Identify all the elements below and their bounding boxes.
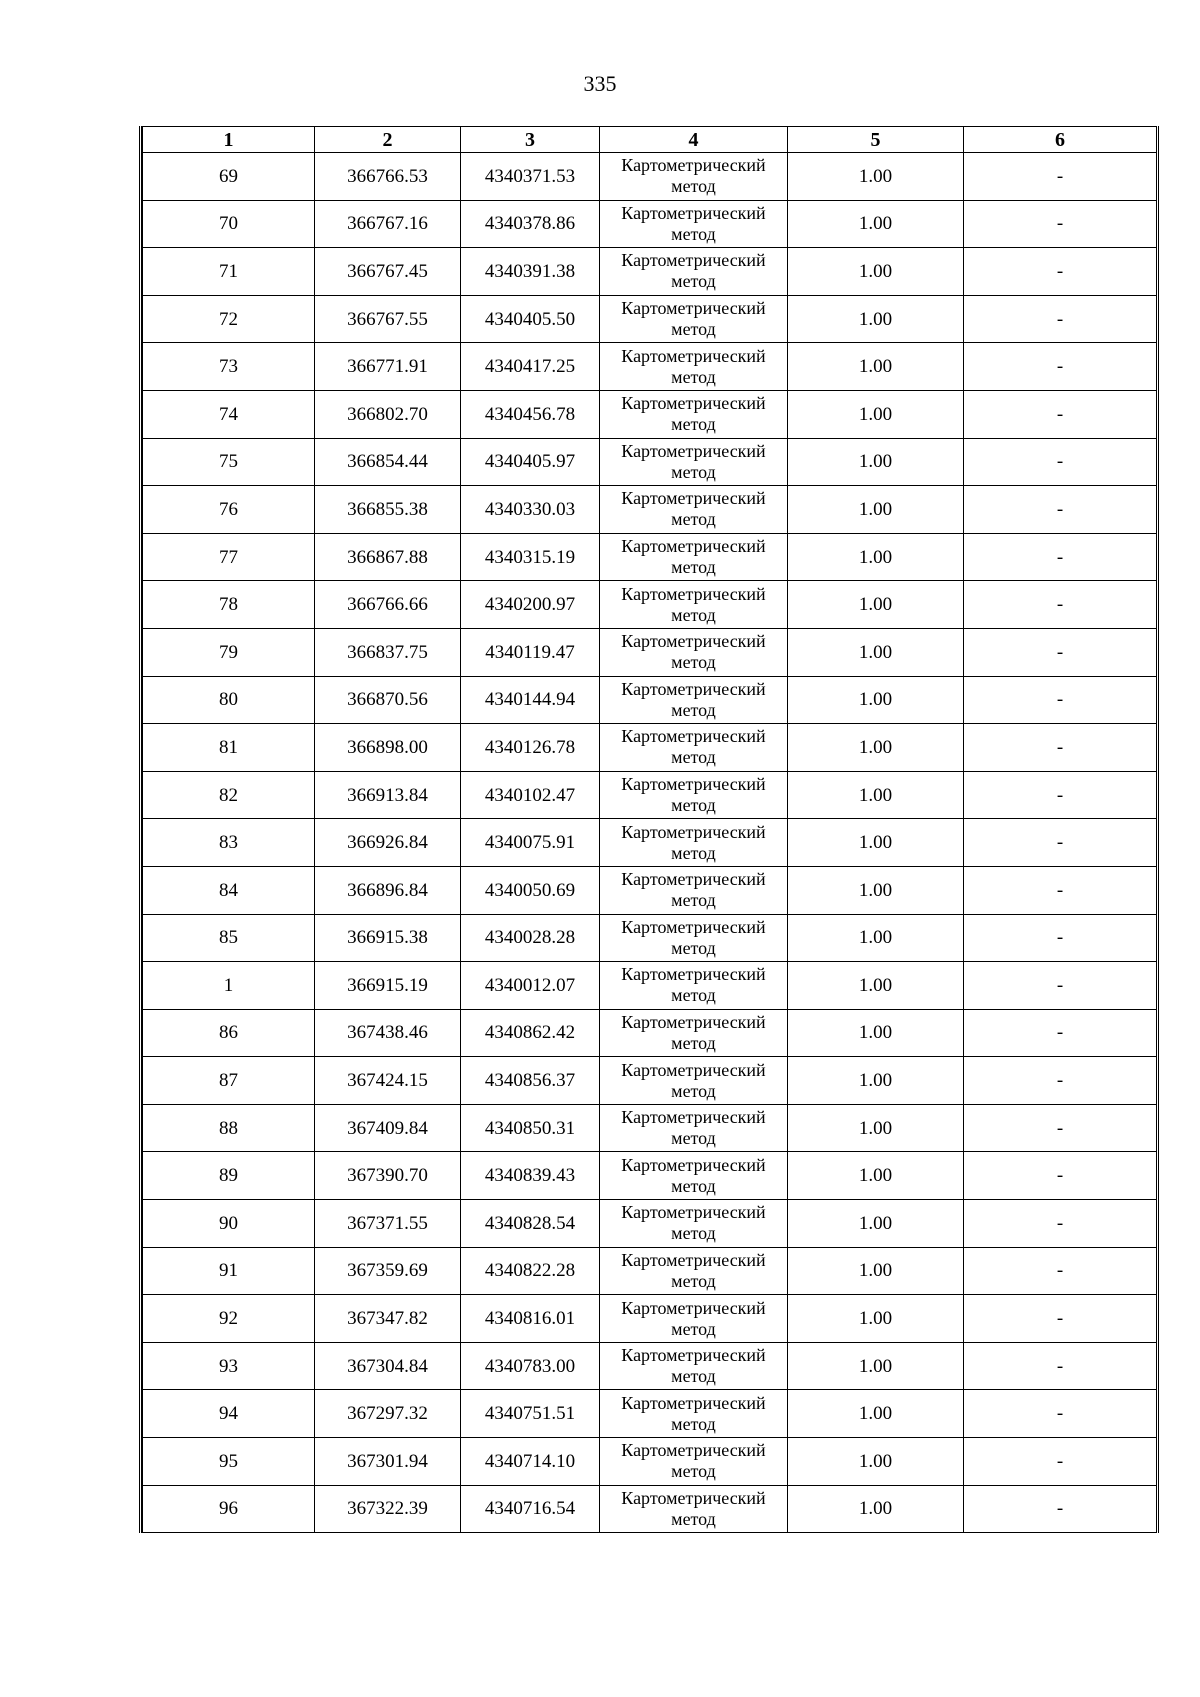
y-coordinate-cell: 4340856.37 bbox=[461, 1057, 600, 1105]
accuracy-cell: 1.00 bbox=[788, 295, 964, 343]
method-line-2: метод bbox=[671, 1175, 716, 1196]
method-line-1: Картометрический bbox=[621, 250, 766, 271]
method-cell bbox=[600, 1390, 788, 1438]
note-cell: - bbox=[964, 866, 1157, 914]
point-number-cell: 74 bbox=[143, 390, 315, 438]
coordinates-table bbox=[142, 126, 1157, 1533]
method-line-2: метод bbox=[671, 795, 716, 816]
note-cell: - bbox=[964, 1295, 1157, 1343]
table-row bbox=[143, 248, 1157, 296]
method-line-1: Картометрический bbox=[621, 1297, 766, 1318]
accuracy-cell: 1.00 bbox=[788, 1104, 964, 1152]
point-number-cell: 71 bbox=[143, 248, 315, 296]
y-coordinate-cell: 4340716.54 bbox=[461, 1485, 600, 1533]
method-cell bbox=[600, 1152, 788, 1200]
y-coordinate-cell: 4340417.25 bbox=[461, 343, 600, 391]
method-line-2: метод bbox=[671, 461, 716, 482]
y-coordinate-cell: 4340315.19 bbox=[461, 533, 600, 581]
point-number-cell: 72 bbox=[143, 295, 315, 343]
method-line-1: Картометрический bbox=[621, 1249, 766, 1270]
note-cell: - bbox=[964, 819, 1157, 867]
y-coordinate-cell: 4340050.69 bbox=[461, 866, 600, 914]
y-coordinate-cell: 4340822.28 bbox=[461, 1247, 600, 1295]
method-line-2: метод bbox=[671, 1128, 716, 1149]
table-row bbox=[143, 295, 1157, 343]
point-number-cell: 83 bbox=[143, 819, 315, 867]
accuracy-cell: 1.00 bbox=[788, 533, 964, 581]
method-cell bbox=[600, 1247, 788, 1295]
y-coordinate-cell: 4340028.28 bbox=[461, 914, 600, 962]
x-coordinate-cell: 366771.91 bbox=[315, 343, 461, 391]
accuracy-cell: 1.00 bbox=[788, 438, 964, 486]
table-row bbox=[143, 153, 1157, 201]
method-line-1: Картометрический bbox=[621, 1202, 766, 1223]
method-line-1: Картометрический bbox=[621, 393, 766, 414]
method-line-1: Картометрический bbox=[621, 536, 766, 557]
accuracy-cell: 1.00 bbox=[788, 486, 964, 534]
method-line-1: Картометрический bbox=[621, 1440, 766, 1461]
table-row bbox=[143, 486, 1157, 534]
method-cell bbox=[600, 1295, 788, 1343]
method-cell bbox=[600, 962, 788, 1010]
y-coordinate-cell: 4340828.54 bbox=[461, 1200, 600, 1248]
table-row bbox=[143, 724, 1157, 772]
x-coordinate-cell: 366855.38 bbox=[315, 486, 461, 534]
note-cell: - bbox=[964, 153, 1157, 201]
method-line-1: Картометрический bbox=[621, 1345, 766, 1366]
accuracy-cell: 1.00 bbox=[788, 1390, 964, 1438]
accuracy-cell: 1.00 bbox=[788, 676, 964, 724]
x-coordinate-cell: 366898.00 bbox=[315, 724, 461, 772]
accuracy-cell: 1.00 bbox=[788, 962, 964, 1010]
y-coordinate-cell: 4340862.42 bbox=[461, 1009, 600, 1057]
method-cell bbox=[600, 819, 788, 867]
x-coordinate-cell: 367371.55 bbox=[315, 1200, 461, 1248]
column-header-5: 5 bbox=[788, 127, 964, 153]
x-coordinate-cell: 367301.94 bbox=[315, 1438, 461, 1486]
note-cell: - bbox=[964, 1200, 1157, 1248]
table-row bbox=[143, 1342, 1157, 1390]
method-cell bbox=[600, 914, 788, 962]
method-line-2: метод bbox=[671, 1223, 716, 1244]
x-coordinate-cell: 366867.88 bbox=[315, 533, 461, 581]
accuracy-cell: 1.00 bbox=[788, 248, 964, 296]
method-cell bbox=[600, 1104, 788, 1152]
column-header-6: 6 bbox=[964, 127, 1157, 153]
x-coordinate-cell: 366767.16 bbox=[315, 200, 461, 248]
y-coordinate-cell: 4340371.53 bbox=[461, 153, 600, 201]
table-row bbox=[143, 1390, 1157, 1438]
method-line-2: метод bbox=[671, 1032, 716, 1053]
point-number-cell: 79 bbox=[143, 628, 315, 676]
y-coordinate-cell: 4340144.94 bbox=[461, 676, 600, 724]
accuracy-cell: 1.00 bbox=[788, 914, 964, 962]
method-line-1: Картометрический bbox=[621, 440, 766, 461]
note-cell: - bbox=[964, 438, 1157, 486]
method-cell bbox=[600, 581, 788, 629]
note-cell: - bbox=[964, 295, 1157, 343]
table-row bbox=[143, 676, 1157, 724]
method-line-1: Картометрический bbox=[621, 1059, 766, 1080]
header-row bbox=[143, 127, 1157, 153]
table-row bbox=[143, 819, 1157, 867]
accuracy-cell: 1.00 bbox=[788, 1152, 964, 1200]
method-cell bbox=[600, 1438, 788, 1486]
point-number-cell: 69 bbox=[143, 153, 315, 201]
method-line-2: метод bbox=[671, 509, 716, 530]
method-cell bbox=[600, 1200, 788, 1248]
table-row bbox=[143, 914, 1157, 962]
accuracy-cell: 1.00 bbox=[788, 1057, 964, 1105]
method-line-1: Картометрический bbox=[621, 1487, 766, 1508]
x-coordinate-cell: 367297.32 bbox=[315, 1390, 461, 1438]
y-coordinate-cell: 4340330.03 bbox=[461, 486, 600, 534]
note-cell: - bbox=[964, 248, 1157, 296]
note-cell: - bbox=[964, 1485, 1157, 1533]
table-row bbox=[143, 866, 1157, 914]
method-line-1: Картометрический bbox=[621, 631, 766, 652]
method-cell bbox=[600, 628, 788, 676]
accuracy-cell: 1.00 bbox=[788, 628, 964, 676]
note-cell: - bbox=[964, 1247, 1157, 1295]
note-cell: - bbox=[964, 914, 1157, 962]
method-line-1: Картометрический bbox=[621, 678, 766, 699]
method-line-2: метод bbox=[671, 319, 716, 340]
note-cell: - bbox=[964, 1057, 1157, 1105]
accuracy-cell: 1.00 bbox=[788, 1295, 964, 1343]
table-row bbox=[143, 533, 1157, 581]
method-line-2: метод bbox=[671, 985, 716, 1006]
method-line-1: Картометрический bbox=[621, 1154, 766, 1175]
x-coordinate-cell: 366766.53 bbox=[315, 153, 461, 201]
column-header-3: 3 bbox=[461, 127, 600, 153]
method-cell bbox=[600, 1009, 788, 1057]
y-coordinate-cell: 4340714.10 bbox=[461, 1438, 600, 1486]
note-cell: - bbox=[964, 1152, 1157, 1200]
method-line-2: метод bbox=[671, 842, 716, 863]
method-cell bbox=[600, 295, 788, 343]
y-coordinate-cell: 4340119.47 bbox=[461, 628, 600, 676]
accuracy-cell: 1.00 bbox=[788, 771, 964, 819]
method-line-2: метод bbox=[671, 176, 716, 197]
accuracy-cell: 1.00 bbox=[788, 866, 964, 914]
method-line-2: метод bbox=[671, 1508, 716, 1529]
method-line-2: метод bbox=[671, 604, 716, 625]
note-cell: - bbox=[964, 200, 1157, 248]
point-number-cell: 87 bbox=[143, 1057, 315, 1105]
column-header-2: 2 bbox=[315, 127, 461, 153]
point-number-cell: 96 bbox=[143, 1485, 315, 1533]
method-cell bbox=[600, 533, 788, 581]
y-coordinate-cell: 4340378.86 bbox=[461, 200, 600, 248]
point-number-cell: 77 bbox=[143, 533, 315, 581]
accuracy-cell: 1.00 bbox=[788, 1009, 964, 1057]
x-coordinate-cell: 367390.70 bbox=[315, 1152, 461, 1200]
accuracy-cell: 1.00 bbox=[788, 1438, 964, 1486]
point-number-cell: 89 bbox=[143, 1152, 315, 1200]
table-row bbox=[143, 1247, 1157, 1295]
table-header bbox=[143, 127, 1157, 153]
method-cell bbox=[600, 866, 788, 914]
table-row bbox=[143, 343, 1157, 391]
accuracy-cell: 1.00 bbox=[788, 819, 964, 867]
x-coordinate-cell: 366870.56 bbox=[315, 676, 461, 724]
note-cell: - bbox=[964, 343, 1157, 391]
point-number-cell: 70 bbox=[143, 200, 315, 248]
y-coordinate-cell: 4340102.47 bbox=[461, 771, 600, 819]
method-cell bbox=[600, 486, 788, 534]
accuracy-cell: 1.00 bbox=[788, 1200, 964, 1248]
method-line-2: метод bbox=[671, 937, 716, 958]
method-line-2: метод bbox=[671, 1413, 716, 1434]
column-header-1: 1 bbox=[143, 127, 315, 153]
y-coordinate-cell: 4340850.31 bbox=[461, 1104, 600, 1152]
note-cell: - bbox=[964, 1104, 1157, 1152]
table-row bbox=[143, 581, 1157, 629]
table-row bbox=[143, 1200, 1157, 1248]
accuracy-cell: 1.00 bbox=[788, 200, 964, 248]
method-line-1: Картометрический bbox=[621, 916, 766, 937]
table-row bbox=[143, 1057, 1157, 1105]
method-line-2: метод bbox=[671, 223, 716, 244]
x-coordinate-cell: 366896.84 bbox=[315, 866, 461, 914]
y-coordinate-cell: 4340751.51 bbox=[461, 1390, 600, 1438]
method-cell bbox=[600, 724, 788, 772]
table-body bbox=[143, 153, 1157, 1533]
x-coordinate-cell: 366802.70 bbox=[315, 390, 461, 438]
method-cell bbox=[600, 1342, 788, 1390]
method-cell bbox=[600, 248, 788, 296]
method-line-2: метод bbox=[671, 1366, 716, 1387]
method-line-2: метод bbox=[671, 1080, 716, 1101]
accuracy-cell: 1.00 bbox=[788, 1342, 964, 1390]
x-coordinate-cell: 367409.84 bbox=[315, 1104, 461, 1152]
table-row bbox=[143, 1295, 1157, 1343]
table-row bbox=[143, 1104, 1157, 1152]
table-row bbox=[143, 390, 1157, 438]
point-number-cell: 84 bbox=[143, 866, 315, 914]
point-number-cell: 92 bbox=[143, 1295, 315, 1343]
point-number-cell: 88 bbox=[143, 1104, 315, 1152]
x-coordinate-cell: 367304.84 bbox=[315, 1342, 461, 1390]
method-cell bbox=[600, 1485, 788, 1533]
note-cell: - bbox=[964, 676, 1157, 724]
x-coordinate-cell: 366915.38 bbox=[315, 914, 461, 962]
method-line-2: метод bbox=[671, 747, 716, 768]
note-cell: - bbox=[964, 1390, 1157, 1438]
page-number: 335 bbox=[583, 71, 617, 96]
accuracy-cell: 1.00 bbox=[788, 1485, 964, 1533]
method-line-2: метод bbox=[671, 652, 716, 673]
method-cell bbox=[600, 200, 788, 248]
x-coordinate-cell: 366913.84 bbox=[315, 771, 461, 819]
x-coordinate-cell: 367347.82 bbox=[315, 1295, 461, 1343]
method-line-1: Картометрический bbox=[621, 345, 766, 366]
y-coordinate-cell: 4340391.38 bbox=[461, 248, 600, 296]
point-number-cell: 1 bbox=[143, 962, 315, 1010]
note-cell: - bbox=[964, 486, 1157, 534]
note-cell: - bbox=[964, 771, 1157, 819]
y-coordinate-cell: 4340839.43 bbox=[461, 1152, 600, 1200]
method-cell bbox=[600, 390, 788, 438]
method-line-2: метод bbox=[671, 699, 716, 720]
method-cell bbox=[600, 771, 788, 819]
method-line-1: Картометрический bbox=[621, 298, 766, 319]
point-number-cell: 90 bbox=[143, 1200, 315, 1248]
accuracy-cell: 1.00 bbox=[788, 581, 964, 629]
method-line-1: Картометрический bbox=[621, 488, 766, 509]
point-number-cell: 73 bbox=[143, 343, 315, 391]
coordinates-table-container bbox=[139, 126, 1159, 1533]
method-line-1: Картометрический bbox=[621, 869, 766, 890]
y-coordinate-cell: 4340126.78 bbox=[461, 724, 600, 772]
note-cell: - bbox=[964, 724, 1157, 772]
x-coordinate-cell: 367322.39 bbox=[315, 1485, 461, 1533]
y-coordinate-cell: 4340405.97 bbox=[461, 438, 600, 486]
y-coordinate-cell: 4340783.00 bbox=[461, 1342, 600, 1390]
point-number-cell: 85 bbox=[143, 914, 315, 962]
method-line-1: Картометрический bbox=[621, 1107, 766, 1128]
table-row bbox=[143, 962, 1157, 1010]
point-number-cell: 75 bbox=[143, 438, 315, 486]
y-coordinate-cell: 4340456.78 bbox=[461, 390, 600, 438]
method-cell bbox=[600, 438, 788, 486]
method-line-2: метод bbox=[671, 557, 716, 578]
note-cell: - bbox=[964, 628, 1157, 676]
table-row bbox=[143, 1009, 1157, 1057]
accuracy-cell: 1.00 bbox=[788, 343, 964, 391]
column-header-4: 4 bbox=[600, 127, 788, 153]
method-line-2: метод bbox=[671, 271, 716, 292]
note-cell: - bbox=[964, 533, 1157, 581]
note-cell: - bbox=[964, 1342, 1157, 1390]
table-row bbox=[143, 771, 1157, 819]
x-coordinate-cell: 366915.19 bbox=[315, 962, 461, 1010]
accuracy-cell: 1.00 bbox=[788, 390, 964, 438]
method-line-2: метод bbox=[671, 1270, 716, 1291]
method-line-1: Картометрический bbox=[621, 1392, 766, 1413]
point-number-cell: 94 bbox=[143, 1390, 315, 1438]
x-coordinate-cell: 367438.46 bbox=[315, 1009, 461, 1057]
method-cell bbox=[600, 1057, 788, 1105]
method-line-2: метод bbox=[671, 414, 716, 435]
table-row bbox=[143, 1438, 1157, 1486]
y-coordinate-cell: 4340200.97 bbox=[461, 581, 600, 629]
method-line-1: Картометрический bbox=[621, 821, 766, 842]
note-cell: - bbox=[964, 390, 1157, 438]
table-row bbox=[143, 628, 1157, 676]
point-number-cell: 76 bbox=[143, 486, 315, 534]
method-cell bbox=[600, 153, 788, 201]
method-line-1: Картометрический bbox=[621, 155, 766, 176]
point-number-cell: 86 bbox=[143, 1009, 315, 1057]
point-number-cell: 80 bbox=[143, 676, 315, 724]
method-line-2: метод bbox=[671, 890, 716, 911]
method-line-1: Картометрический bbox=[621, 964, 766, 985]
x-coordinate-cell: 366837.75 bbox=[315, 628, 461, 676]
x-coordinate-cell: 367359.69 bbox=[315, 1247, 461, 1295]
x-coordinate-cell: 366767.45 bbox=[315, 248, 461, 296]
x-coordinate-cell: 366926.84 bbox=[315, 819, 461, 867]
accuracy-cell: 1.00 bbox=[788, 724, 964, 772]
point-number-cell: 91 bbox=[143, 1247, 315, 1295]
method-line-1: Картометрический bbox=[621, 1011, 766, 1032]
method-cell bbox=[600, 676, 788, 724]
method-line-1: Картометрический bbox=[621, 583, 766, 604]
method-line-1: Картометрический bbox=[621, 726, 766, 747]
method-cell bbox=[600, 343, 788, 391]
note-cell: - bbox=[964, 581, 1157, 629]
x-coordinate-cell: 367424.15 bbox=[315, 1057, 461, 1105]
y-coordinate-cell: 4340012.07 bbox=[461, 962, 600, 1010]
table-row bbox=[143, 438, 1157, 486]
point-number-cell: 78 bbox=[143, 581, 315, 629]
y-coordinate-cell: 4340405.50 bbox=[461, 295, 600, 343]
point-number-cell: 82 bbox=[143, 771, 315, 819]
accuracy-cell: 1.00 bbox=[788, 153, 964, 201]
point-number-cell: 95 bbox=[143, 1438, 315, 1486]
x-coordinate-cell: 366854.44 bbox=[315, 438, 461, 486]
x-coordinate-cell: 366766.66 bbox=[315, 581, 461, 629]
note-cell: - bbox=[964, 1009, 1157, 1057]
method-line-2: метод bbox=[671, 366, 716, 387]
y-coordinate-cell: 4340075.91 bbox=[461, 819, 600, 867]
table-row bbox=[143, 1152, 1157, 1200]
point-number-cell: 81 bbox=[143, 724, 315, 772]
point-number-cell: 93 bbox=[143, 1342, 315, 1390]
method-line-2: метод bbox=[671, 1461, 716, 1482]
note-cell: - bbox=[964, 962, 1157, 1010]
y-coordinate-cell: 4340816.01 bbox=[461, 1295, 600, 1343]
table-row bbox=[143, 200, 1157, 248]
accuracy-cell: 1.00 bbox=[788, 1247, 964, 1295]
table-row bbox=[143, 1485, 1157, 1533]
method-line-1: Картометрический bbox=[621, 774, 766, 795]
x-coordinate-cell: 366767.55 bbox=[315, 295, 461, 343]
method-line-2: метод bbox=[671, 1318, 716, 1339]
note-cell: - bbox=[964, 1438, 1157, 1486]
method-line-1: Картометрический bbox=[621, 202, 766, 223]
